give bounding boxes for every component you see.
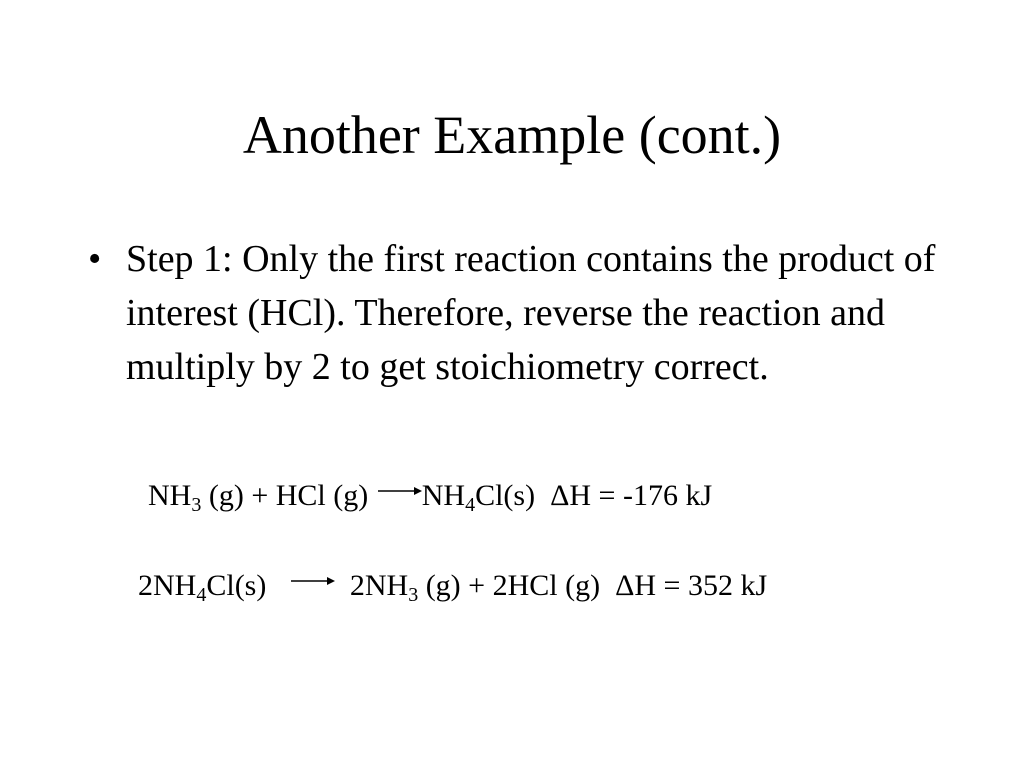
bullet-text: Step 1: Only the first reaction contains the product of interest (HCl). Therefore, reverse the reaction and multiply by 2 to get stoichiometry correct. — [126, 238, 936, 388]
reaction-arrow-icon — [289, 558, 335, 598]
subscript: 4 — [196, 584, 207, 606]
reactant-formula-base: 2NH — [138, 569, 197, 602]
reactant-formula-rest: (g) + HCl (g) — [201, 479, 369, 512]
enthalpy-change: ΔH = -176 kJ — [550, 479, 713, 512]
reaction-equation-original — [148, 476, 712, 518]
subscript: 3 — [408, 584, 419, 606]
product-formula-rest: (g) + 2HCl (g) — [418, 569, 601, 602]
product-formula-base: 2NH — [349, 569, 409, 602]
product-formula-rest: Cl(s) — [475, 479, 536, 512]
reactant-formula-rest: Cl(s) — [206, 569, 267, 602]
subscript: 4 — [465, 494, 476, 516]
reaction-equation-reversed — [138, 566, 767, 608]
enthalpy-change: ΔH = 352 kJ — [615, 569, 768, 602]
bullet-marker: • — [88, 238, 102, 280]
subscript: 3 — [191, 494, 202, 516]
product-formula-base: NH — [421, 479, 466, 512]
reaction-arrow-icon — [376, 468, 422, 508]
reactant-formula-base: NH — [148, 479, 192, 512]
slide-title: Another Example (cont.) — [242, 105, 782, 165]
